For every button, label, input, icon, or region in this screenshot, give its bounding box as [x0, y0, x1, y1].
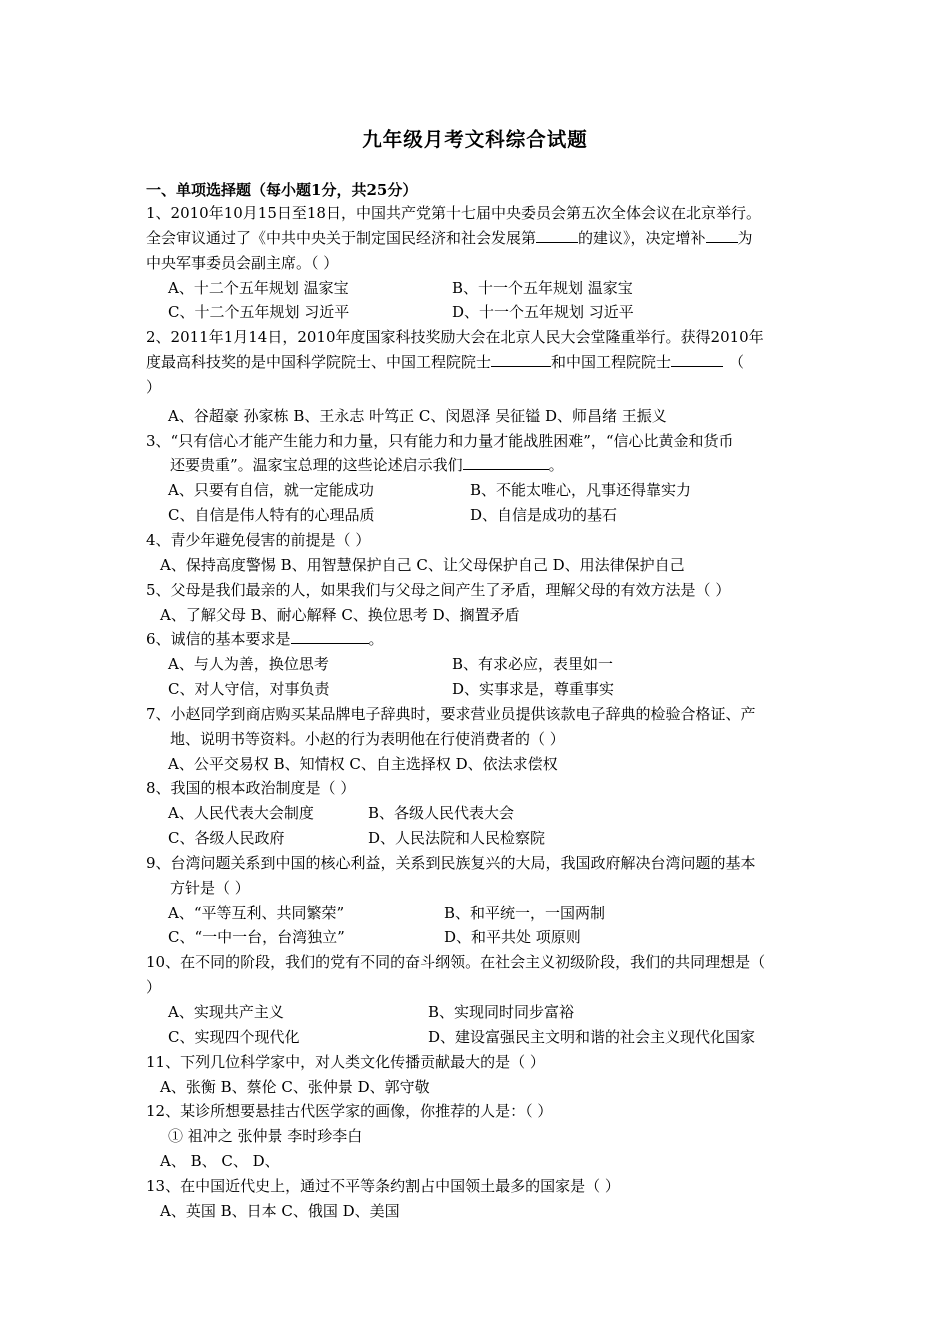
option-b: B、各级人民代表大会 [368, 804, 515, 823]
question-12-line-2: ① 祖冲之 张仲景 李时珍李白 [168, 1127, 363, 1146]
option-d: D、自信是成功的基石 [470, 506, 618, 525]
option-d: D、实事求是，尊重事实 [452, 680, 615, 699]
question-2-line-1: 2、2011年1月14日，2010年度国家科技奖励大会在北京人民大会堂隆重举行。获得2010年 [146, 328, 764, 347]
question-7-options: A、公平交易权 B、知情权 C、自主选择权 D、依法求偿权 [168, 754, 558, 773]
answer-blank [536, 228, 578, 243]
question-9-line-2: 方针是（ ） [170, 878, 250, 897]
option-b: B、实现同时同步富裕 [428, 1003, 575, 1021]
question-3-line-1: 3、“只有信心才能产生能力和力量，只有能力和力量才能战胜困难”，“信心比黄金和货币 [146, 431, 734, 450]
question-8-options-row-2 [146, 826, 814, 851]
question-8-options-row-1 [146, 801, 814, 826]
option-c: C、对人守信，对事负责 [168, 680, 330, 699]
option-c: C、“一中一台，台湾独立” [168, 928, 345, 947]
question-6-line-1 [146, 627, 814, 652]
question-2-text: （ [729, 353, 745, 372]
question-1-line-1: 1、2010年10月15日至18日，中国共产党第十七届中央委员会第五次全体会议在北京举行。 [146, 204, 761, 222]
question-9-line-1: 9、台湾问题关系到中国的核心利益，关系到民族复兴的大局，我国政府解决台湾问题的基本 [146, 853, 756, 872]
option-d: D、建设富强民主文明和谐的社会主义现代化国家 [428, 1027, 756, 1046]
question-11-line-1: 11、下列几位科学家中，对人类文化传播贡献最大的是（ ） [146, 1052, 545, 1071]
question-3-text: 还要贵重”。温家宝总理的这些论述启示我们 [170, 456, 463, 475]
option-d: D、十一个五年规划 习近平 [452, 303, 634, 322]
question-5-options: A、了解父母 B、耐心解释 C、换位思考 D、搁置矛盾 [160, 605, 520, 624]
question-6-options-row-2 [146, 677, 814, 702]
question-12-options: A、 B、 C、 D、 [160, 1152, 280, 1171]
option-d: D、和平共处 项原则 [444, 928, 581, 947]
question-1-options-row-1 [146, 276, 814, 301]
answer-blank [706, 228, 738, 243]
option-c: C、各级人民政府 [168, 829, 285, 848]
answer-blank [463, 455, 549, 470]
question-7-line-1: 7、小赵同学到商店购买某品牌电子辞典时，要求营业员提供该款电子辞典的检验合格证、产 [146, 704, 756, 723]
option-a: A、十二个五年规划 温家宝 [168, 278, 349, 297]
option-b: B、不能太唯心，凡事还得靠实力 [470, 481, 692, 500]
question-2-text: 度最高科技奖的是中国科学院院士、中国工程院院士 [146, 353, 492, 372]
question-10-line-2: ） [146, 978, 162, 997]
option-a: A、人民代表大会制度 [168, 804, 314, 823]
option-c: C、实现四个现代化 [168, 1027, 300, 1046]
answer-blank [671, 352, 723, 367]
question-1-text: 为 [737, 228, 753, 247]
question-6-text: 6、诚信的基本要求是 [146, 630, 291, 649]
question-list [146, 201, 814, 1224]
question-3-text: 。 [548, 456, 564, 475]
answer-blank [491, 352, 551, 367]
section-heading: 一、单项选择题（每小题1分，共25分） [146, 181, 418, 199]
option-b: B、十一个五年规划 温家宝 [452, 278, 633, 297]
question-10-options-row-1 [146, 1000, 814, 1025]
question-4-options: A、保持高度警惕 B、用智慧保护自己 C、让父母保护自己 D、用法律保护自己 [160, 555, 685, 574]
question-10-options-row-2 [146, 1025, 814, 1050]
question-12-line-1: 12、某诊所想要悬挂古代医学家的画像，你推荐的人是：（ ） [146, 1102, 553, 1121]
question-6-text: 。 [368, 630, 384, 649]
option-a: A、“平等互利、共同繁荣” [168, 903, 345, 922]
question-1-line-3: 中央军事委员会副主席。（ ） [146, 253, 339, 272]
question-4-line-1: 4、青少年避免侵害的前提是（ ） [146, 530, 371, 549]
question-9-options-row-2 [146, 925, 814, 950]
option-a: A、只要有自信，就一定能成功 [168, 481, 374, 500]
question-6-options-row-1 [146, 652, 814, 677]
question-7-line-2: 地、说明书等资料。小赵的行为表明他在行使消费者的（ ） [170, 729, 565, 748]
question-5-line-1: 5、父母是我们最亲的人，如果我们与父母之间产生了矛盾，理解父母的有效方法是（ ） [146, 580, 731, 599]
option-b: B、和平统一，一国两制 [444, 903, 606, 922]
question-13-line-1: 13、在中国近代史上，通过不平等条约割占中国领土最多的国家是（ ） [146, 1176, 620, 1195]
question-1-text: 全会审议通过了《中共中央关于制定国民经济和社会发展第 [146, 228, 537, 247]
question-1-text: 的建议》，决定增补 [578, 228, 706, 247]
question-11-options: A、张衡 B、蔡伦 C、张仲景 D、郭守敬 [160, 1077, 430, 1096]
option-a: A、与人为善，换位思考 [168, 655, 329, 674]
question-1-line-2 [146, 226, 814, 251]
question-2-text: 和中国工程院院士 [551, 353, 672, 372]
question-3-options-row-2 [146, 503, 814, 528]
option-c: C、自信是伟人特有的心理品质 [168, 506, 375, 525]
option-c: C、十二个五年规划 习近平 [168, 303, 350, 322]
question-9-options-row-1 [146, 901, 814, 926]
option-a: A、实现共产主义 [168, 1003, 284, 1021]
question-2-options: A、谷超豪 孙家栋 B、王永志 叶笃正 C、闵恩泽 吴征镒 D、师昌绪 王振义 [168, 406, 667, 425]
answer-blank [291, 629, 369, 644]
question-2-line-3: ） [146, 377, 162, 396]
option-d: D、人民法院和人民检察院 [368, 829, 546, 848]
option-b: B、有求必应，表里如一 [452, 655, 614, 674]
page-title: 九年级月考文科综合试题 [362, 128, 588, 151]
question-10-line-1: 10、在不同的阶段，我们的党有不同的奋斗纲领。在社会主义初级阶段，我们的共同理想是（ [146, 953, 766, 972]
question-3-options-row-1 [146, 478, 814, 503]
question-13-options: A、英国 B、日本 C、俄国 D、美国 [160, 1201, 400, 1220]
question-2-line-2 [146, 350, 814, 375]
question-3-line-2 [146, 453, 814, 478]
question-1-options-row-2 [146, 300, 814, 325]
question-8-line-1: 8、我国的根本政治制度是（ ） [146, 779, 356, 798]
